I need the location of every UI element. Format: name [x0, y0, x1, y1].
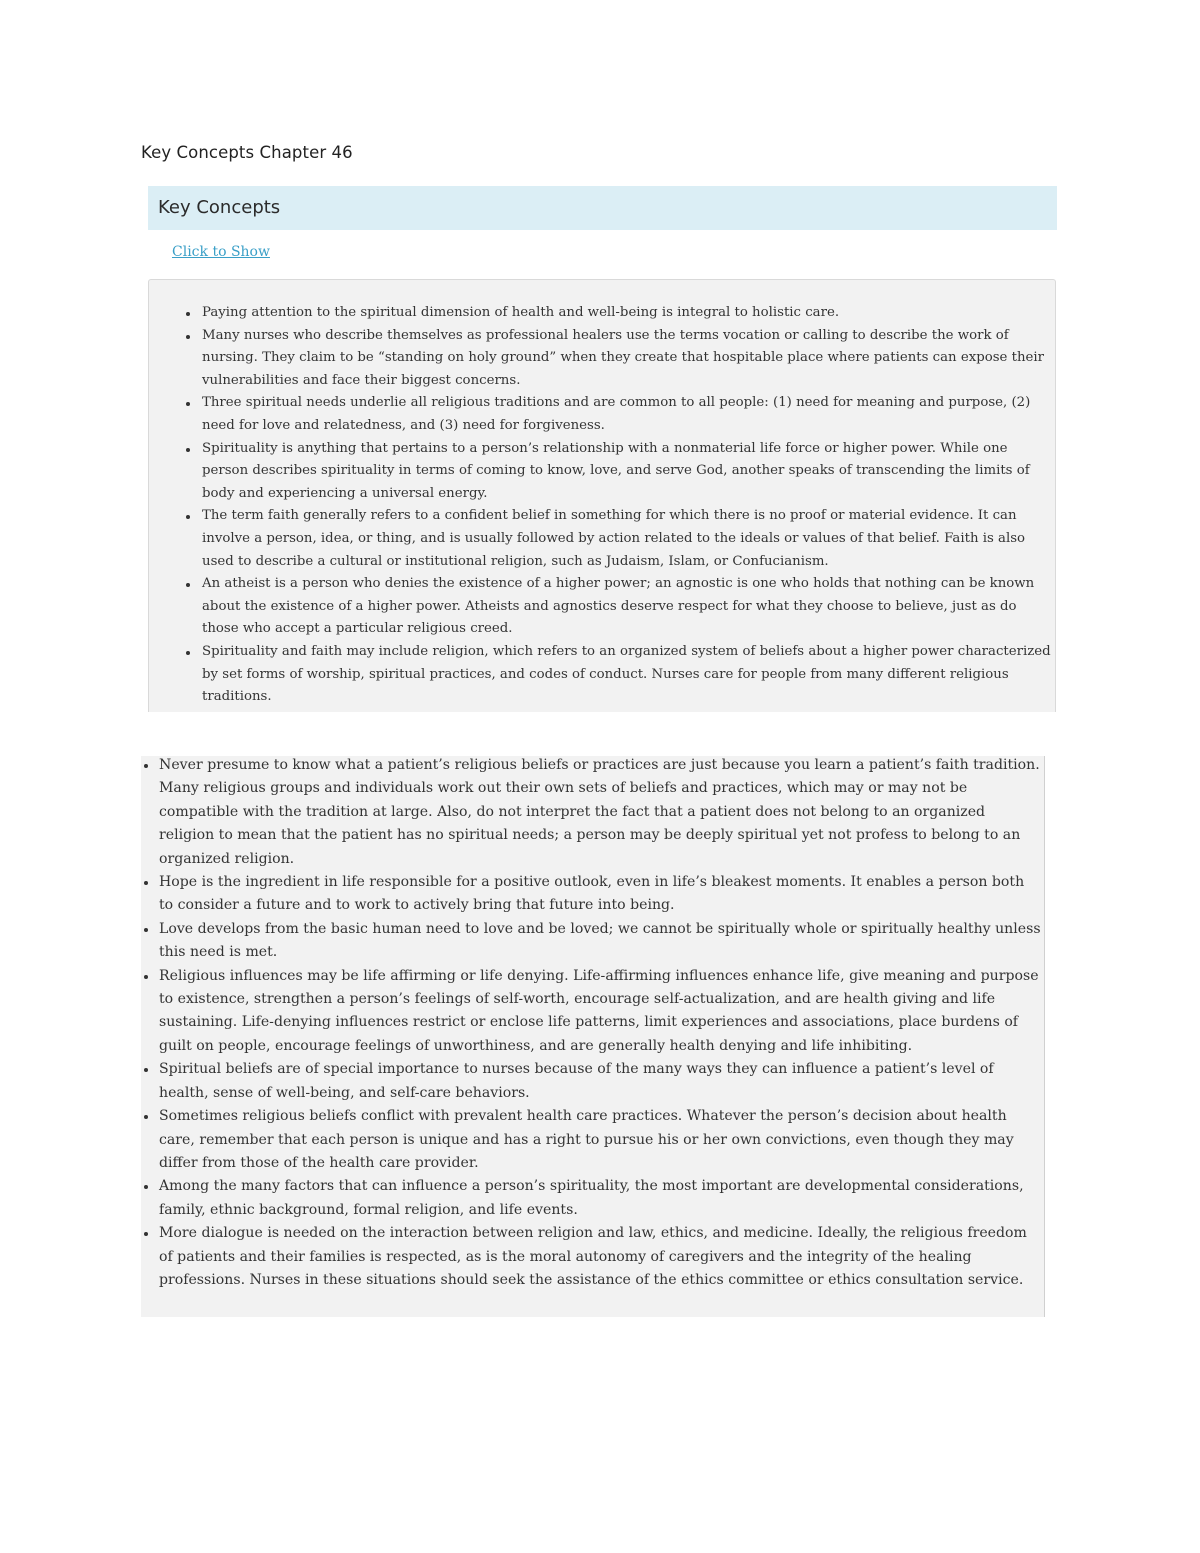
list-item: An atheist is a person who denies the existence of a higher power; an agnostic is one who holds that nothing can be known about the existence of a higher power. Atheists and agnostics deserve respect for what they choose to believe, just as do those who accept a particular religious creed. [202, 573, 1051, 641]
list-item: Many nurses who describe themselves as professional healers use the terms vocation or calling to describe the work of nursing. They claim to be “standing on holy ground” when they create that hospitable place where patients can expose their vulnerabilities and face their biggest concerns. [202, 325, 1051, 393]
list-item: Religious influences may be life affirming or life denying. Life-affirming influences enhance life, give meaning and purpose to existence, strengthen a person’s feelings of self-worth, encourage self-actualization, and are health giving and life sustaining. Life-denying influences restrict or enclose life patterns, limit experiences and associations, place burdens of guilt on people, encourage feelings of unworthiness, and are generally health denying and life inhibiting. [159, 965, 1042, 1059]
list-item: Three spiritual needs underlie all religious traditions and are common to all people: (1) need for meaning and purpose, (2) need for love and relatedness, and (3) need for forgiveness. [202, 392, 1051, 437]
list-item: More dialogue is needed on the interaction between religion and law, ethics, and medicine. Ideally, the religious freedom of patients and their families is respected, as is the moral autonomy of caregivers and the integrity of the healing professions. Nurses in these situations should seek the assistance of the ethics committee or ethics consultation service. [159, 1222, 1042, 1292]
list-item: Love develops from the basic human need to love and be loved; we cannot be spiritually whole or spiritually healthy unless this need is met. [159, 918, 1042, 965]
key-concepts-panel-top [148, 279, 1056, 712]
list-item: Sometimes religious beliefs conflict with prevalent health care practices. Whatever the person’s decision about health care, remember that each person is unique and has a right to pursue his or her own convictions, even though they may differ from those of the health care provider. [159, 1105, 1042, 1175]
list-item: Spirituality is anything that pertains to a person’s relationship with a nonmaterial life force or higher power. While one person describes spirituality in terms of coming to know, love, and serve God, another speaks of transcending the limits of body and experiencing a universal energy. [202, 438, 1051, 506]
click-to-show-link[interactable]: Click to Show [172, 244, 270, 260]
key-concepts-header [148, 186, 1057, 230]
list-item: The term faith generally refers to a confident belief in something for which there is no proof or material evidence. It can involve a person, idea, or thing, and is usually followed by action related to the ideals or values of that belief. Faith is also used to describe a cultural or institutional religion, such as Judaism, Islam, or Confucianism. [202, 505, 1051, 573]
list-item: Among the many factors that can influence a person’s spirituality, the most important are developmental considerations, family, ethnic background, formal religion, and life events. [159, 1175, 1042, 1222]
list-item: Spiritual beliefs are of special importance to nurses because of the many ways they can influence a patient’s level of health, sense of well-being, and self-care behaviors. [159, 1058, 1042, 1105]
document-title: Key Concepts Chapter 46 [141, 143, 353, 162]
list-item: Spirituality and faith may include religion, which refers to an organized system of beliefs about a higher power characterized by set forms of worship, spiritual practices, and codes of conduct. Nurses care for people from many different religious traditions. [202, 641, 1051, 709]
key-concepts-heading: Key Concepts [158, 197, 281, 218]
list-item: Hope is the ingredient in life responsible for a positive outlook, even in life’s bleakest moments. It enables a person both to consider a future and to work to actively bring that future into being. [159, 871, 1042, 918]
list-item: Paying attention to the spiritual dimension of health and well-being is integral to holistic care. [202, 302, 1051, 325]
key-concepts-list-bottom [141, 756, 1044, 1292]
key-concepts-panel-bottom [141, 756, 1045, 1317]
list-item: Never presume to know what a patient’s religious beliefs or practices are just because you learn a patient’s faith tradition. Many religious groups and individuals work out their own sets of beliefs and practices, which may or may not be compatible with the tradition at large. Also, do not interpret the fact that a patient does not belong to an organized religion to mean that the patient has no spiritual needs; a person may be deeply spiritual yet not profess to belong to an organized religion. [159, 756, 1042, 871]
key-concepts-list-top [149, 302, 1056, 709]
